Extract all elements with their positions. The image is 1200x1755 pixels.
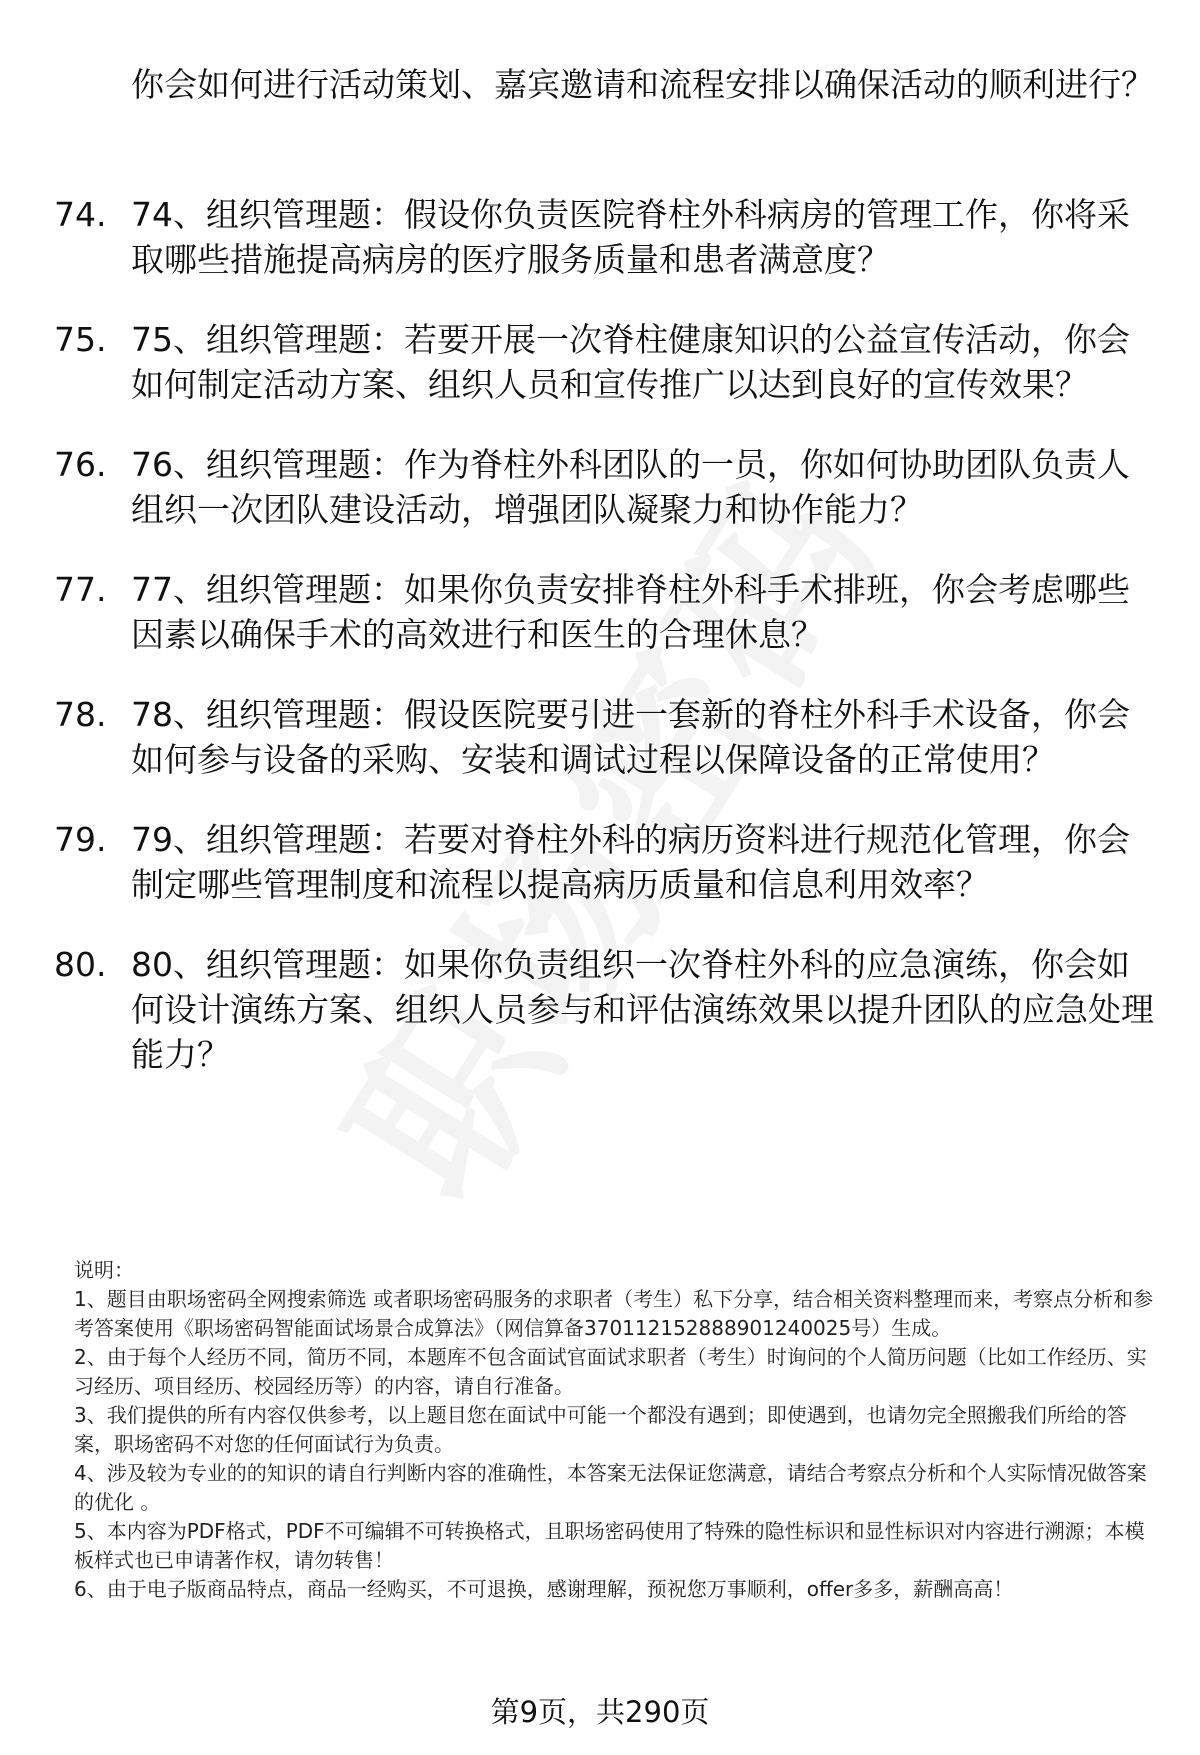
question-item-78 — [0, 692, 1200, 782]
question-text: 77、组织管理题：如果你负责安排脊柱外科手术排班，你会考虑哪些因素以确保手术的高效进行和医生的合理休息？ — [131, 570, 1130, 654]
question-number: 80. — [54, 945, 107, 984]
note-item: 4、涉及较为专业的的知识的请自行判断内容的准确性，本答案无法保证您满意，请结合考察点分析和个人实际情况做答案的优化 。 — [74, 1461, 1147, 1514]
notes-section — [74, 1256, 1164, 1604]
question-number: 76. — [54, 445, 107, 484]
page-number: 第9页，共290页 — [490, 1695, 710, 1729]
question-text: 74、组织管理题：假设你负责医院脊柱外科病房的管理工作，你将采取哪些措施提高病房的医疗服务质量和患者满意度？ — [131, 195, 1130, 279]
question-text: 80、组织管理题：如果你负责组织一次脊柱外科的应急演练，你会如何设计演练方案、组织人员参与和评估演练效果以提升团队的应急处理能力？ — [131, 945, 1154, 1074]
note-item: 1、题目由职场密码全网搜索筛选 或者职场密码服务的求职者（考生）私下分享，结合相关资料整理而来，考察点分析和参考答案使用《职场密码智能面试场景合成算法》（网信算备370112152888901240025号）生成。 — [74, 1287, 1154, 1340]
question-list — [0, 192, 1200, 1112]
note-item: 3、我们提供的所有内容仅供参考，以上题目您在面试中可能一个都没有遇到；即使遇到，也请勿完全照搬我们所给的答案，职场密码不对您的任何面试行为负责。 — [74, 1403, 1127, 1456]
question-number: 79. — [54, 820, 107, 859]
question-item-80 — [0, 942, 1200, 1077]
question-item-79 — [0, 817, 1200, 907]
question-item-77 — [0, 567, 1200, 657]
question-number: 74. — [54, 195, 107, 234]
question-number: 78. — [54, 695, 107, 734]
question-item-76 — [0, 442, 1200, 532]
note-item: 6、由于电子版商品特点，商品一经购买，不可退换，感谢理解，预祝您万事顺利，offer多多，薪酬高高！ — [74, 1577, 1014, 1601]
question-item-75 — [0, 317, 1200, 407]
question-text: 78、组织管理题：假设医院要引进一套新的脊柱外科手术设备，你会如何参与设备的采购、安装和调试过程以保障设备的正常使用？ — [131, 695, 1130, 779]
notes-heading: 说明： — [74, 1258, 134, 1282]
note-item: 5、本内容为PDF格式，PDF不可编辑不可转换格式，且职场密码使用了特殊的隐性标识和显性标识对内容进行溯源；本模板样式也已申请著作权，请勿转售！ — [74, 1519, 1145, 1572]
question-continuation: 你会如何进行活动策划、嘉宾邀请和流程安排以确保活动的顺利进行？ — [131, 65, 1154, 104]
question-number: 75. — [54, 320, 107, 359]
question-number: 77. — [54, 570, 107, 609]
question-text: 75、组织管理题：若要开展一次脊柱健康知识的公益宣传活动，你会如何制定活动方案、组织人员和宣传推广以达到良好的宣传效果？ — [131, 320, 1130, 404]
question-text: 76、组织管理题：作为脊柱外科团队的一员，你如何协助团队负责人组织一次团队建设活动，增强团队凝聚力和协作能力？ — [131, 445, 1130, 529]
note-item: 2、由于每个人经历不同，简历不同，本题库不包含面试官面试求职者（考生）时询问的个人简历问题（比如工作经历、实习经历、项目经历、校园经历等）的内容，请自行准备。 — [74, 1345, 1147, 1398]
question-text: 79、组织管理题：若要对脊柱外科的病历资料进行规范化管理，你会制定哪些管理制度和流程以提高病历质量和信息利用效率？ — [131, 820, 1130, 904]
question-item-74 — [0, 192, 1200, 282]
